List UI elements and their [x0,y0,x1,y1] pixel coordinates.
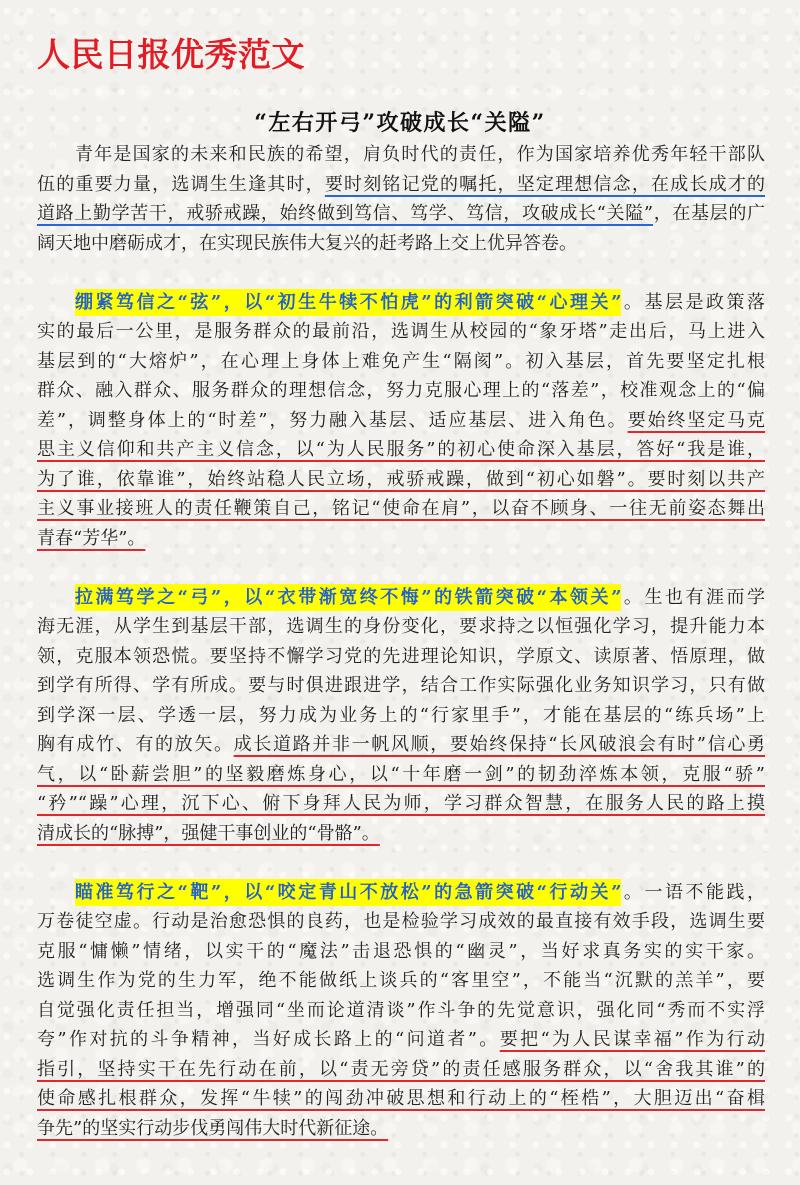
red-underlined-text: 为了谁，依靠谁”，始终站稳人民立场，戒骄戒躁，做到“初心如磐”。要时刻以共产 [37,468,765,490]
text-line [37,1055,765,1085]
red-underlined-text: 主义事业接班人的责任鞭策自己，铭记“使命在肩”，以奋不顾身、一往无前姿态舞出 [37,498,765,519]
text-line [37,347,765,377]
text-line [37,199,765,229]
text-line [37,612,765,642]
text-line [37,937,765,967]
body-text: ，在基层的广 [653,203,765,224]
text-line [37,317,765,347]
body-text: 海无涯，从学生到基层干部，选调生的身份变化，要求持之以恒强化学习，提升能力本 [37,616,765,637]
red-underlined-text: 争先”的坚实行动步伐勇闯伟大时代新征途。 [37,1117,389,1139]
red-underlined-text: 成长道路并非一帆风顺，要始终保持“长风破浪会有时”信心勇 [233,734,766,755]
text-line [37,229,765,259]
body-text: 差”，调整身体上的“时差”，努力融入基层、适应基层、进入角色。 [37,409,628,431]
red-underlined-text: “矜”“躁”心理，沉下心、俯下身拜人民为师，学习群众智慧，在服务人民的路上摸 [37,793,765,814]
article-body [37,140,765,1143]
text-line [37,1114,765,1144]
text-line [37,789,765,819]
red-underlined-text: 思主义信仰和共产主义信念，以“为人民服务”的初心使命深入基层，答好“我是谁， [37,439,765,460]
text-line [37,140,765,170]
text-line [37,376,765,406]
text-line [37,435,765,465]
red-underlined-text: 要始终坚定马克 [627,409,766,431]
body-text: 胸有成竹、有的放矢。 [37,734,234,755]
body-text: 群众、融入群众、服务群众的理想信念，努力克服心理上的“落差”，校准观念上的“偏 [37,380,765,401]
red-underlined-text: 清成长的“脉搏”，强健干事创业的“骨骼”。 [37,822,380,844]
blue-underlined-text: 要时刻铭记党的嘱托，坚定理想信念，在成长成才的 [324,173,766,195]
article-title: “左右开弓”攻破成长“关隘” [254,110,546,136]
text-line [37,524,765,554]
body-text: 克服“慵懒”情绪，以实干的“魔法”击退恐惧的“幽灵”，当好求真务实的实干家。 [37,940,765,962]
text-line [37,288,765,318]
text-line [37,642,765,672]
body-text: 伍的重要力量，选调生生逢其时， [37,173,325,195]
text-line [37,966,765,996]
text-line [37,671,765,701]
body-text: 领，克服本领恐慌。要坚持不懈学习党的先进理论知识，学原文、读原著、悟原理，做 [37,645,765,667]
highlighted-heading: 瞄准笃行之“靶”，以“咬定青山不放松”的急箭突破“行动关” [75,879,621,906]
text-line [37,760,765,790]
body-text: 。一语不能践， [621,881,765,903]
body-text: 选调生作为党的生力军，绝不能做纸上谈兵的“客里空”，不能当“沉默的羔羊”，要 [37,970,765,991]
body-text: 青年是国家的未来和民族的希望，肩负时代的责任，作为国家培养优秀年轻干部队 [75,144,765,165]
body-text: 万卷徒空虚。行动是治愈恐惧的良药，也是检验学习成效的最直接有效手段，选调生要 [37,911,765,932]
text-line [37,907,765,937]
text-line [37,1025,765,1055]
body-text: 。生也有涯而学 [621,586,765,608]
body-text: 到学深一层、学透一层，努力成为业务上的“行家里手”，才能在基层的“练兵场”上 [37,704,765,726]
text-line [37,583,765,613]
text-line [37,1084,765,1114]
red-underlined-text: 气，以“卧薪尝胆”的坚毅磨炼身心，以“十年磨一剑”的韧劲淬炼本领，克服“骄” [37,763,765,785]
text-line [37,406,765,436]
text-line [37,494,765,524]
article-paragraph [37,288,765,554]
article-paragraph [37,140,765,258]
text-line [37,701,765,731]
blue-underlined-text: 道路上勤学苦干，戒骄戒躁，始终做到笃信、笃学、笃信，攻破成长“关隘” [37,203,654,224]
body-text: 夸”作对抗的斗争精神，当好成长路上的“问道者”。 [37,1029,500,1050]
article-paragraph [37,878,765,1144]
red-underlined-text: 要把“为人民谋幸福”作为行动 [499,1029,766,1050]
text-line [37,730,765,760]
body-text: 。基层是政策落 [621,291,765,313]
text-line [37,170,765,200]
body-text: 到学有所得、学有所成。要与时俱进跟进学，结合工作实际强化业务知识学习，只有做 [37,675,765,696]
text-line [37,819,765,849]
red-underlined-text: 指引，坚持实干在先行动在前，以“责无旁贷”的责任感服务群众，以“舍我其谁”的 [37,1058,765,1080]
highlighted-heading: 拉满笃学之“弓”，以“衣带渐宽终不悔”的铁箭突破“本领关” [75,584,621,611]
body-text: 实的最后一公里，是服务群众的最前沿，选调生从校园的“象牙塔”走出后，马上进入 [37,321,765,342]
red-underlined-text: 青春“芳华”。 [37,527,146,549]
red-underlined-text: 使命感扎根群众，发挥“牛犊”的闯劲冲破思想和行动上的“桎梏”，大胆迈出“奋楫 [37,1088,765,1109]
text-line [37,996,765,1026]
body-text: 基层到的“大熔炉”，在心理上身体上难免产生“隔阂”。初入基层，首先要坚定扎根 [37,350,765,372]
body-text: 自觉强化责任担当，增强同“坐而论道清谈”作斗争的先觉意识，强化同“秀而不实浮 [37,999,765,1021]
article-paragraph [37,583,765,849]
body-text: 阔天地中磨砺成才，在实现民族伟大复兴的赶考路上交上优异答卷。 [37,232,577,254]
highlighted-heading: 绷紧笃信之“弦”，以“初生牛犊不怕虎”的利箭突破“心理关” [75,289,621,316]
text-line [37,465,765,495]
page-header-title: 人民日报优秀范文 [37,35,305,74]
text-line [37,878,765,908]
